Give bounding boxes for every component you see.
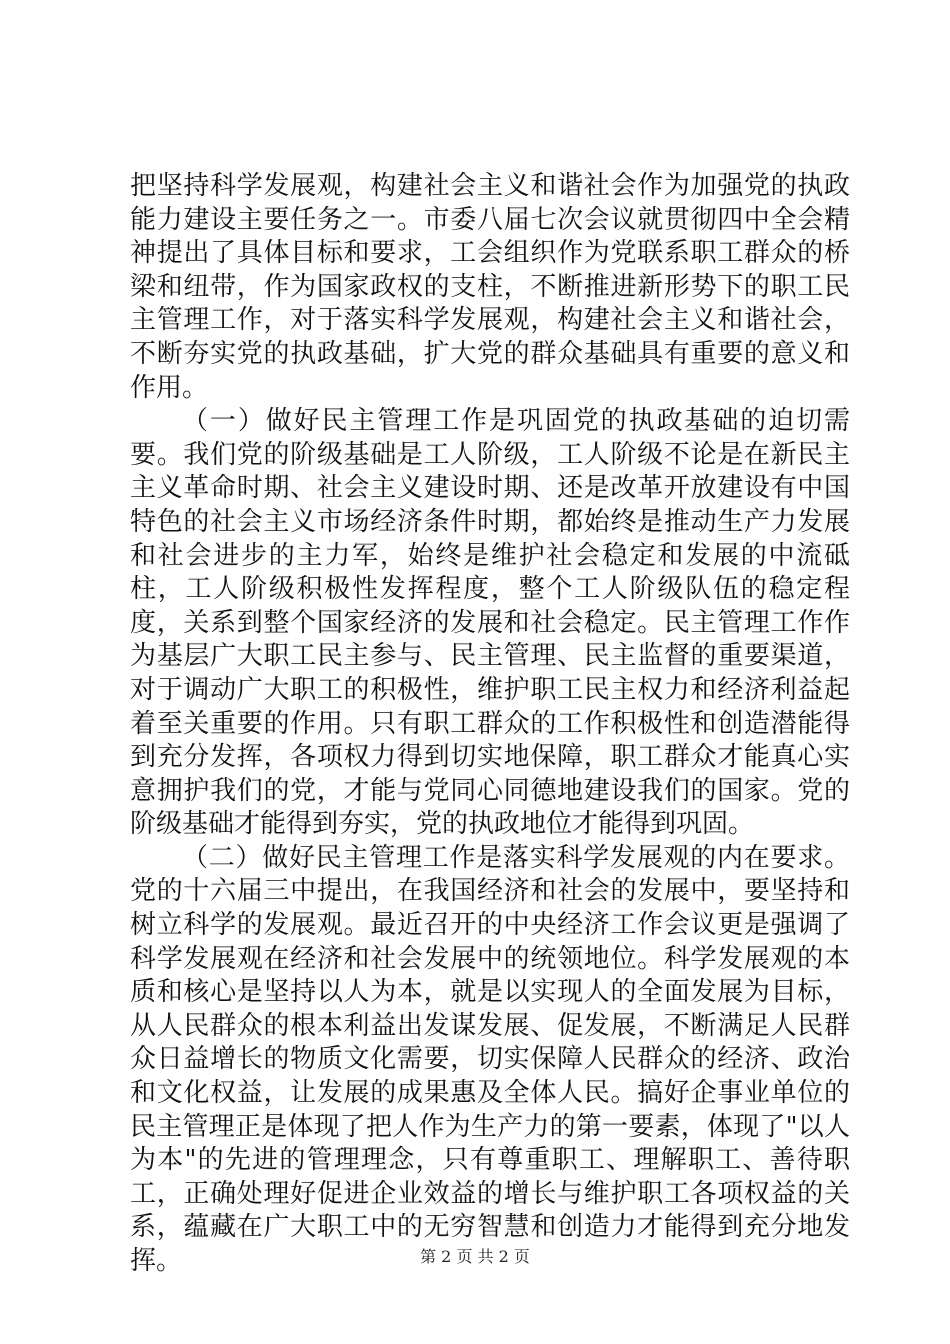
document-body [130,170,850,1279]
paragraph-intro: 把坚持科学发展观，构建社会主义和谐社会作为加强党的执政能力建设主要任务之一。市委八届七次会议就贯彻四中全会精神提出了具体目标和要求，工会组织作为党联系职工群众的桥梁和纽带，作为国家政权的支柱，不断推进新形势下的职工民主管理工作，对于落实科学发展观，构建社会主义和谐社会，不断夯实党的执政基础，扩大党的群众基础具有重要的意义和作用。 [130,171,850,403]
page-number-footer: 第 2 页 共 2 页 [420,1247,530,1266]
paragraph-section-two: （二）做好民主管理工作是落实科学发展观的内在要求。党的十六届三中提出，在我国经济和社会的发展中，要坚持和树立科学的发展观。最近召开的中央经济工作会议更是强调了科学发展观在经济和社会发展中的统领地位。科学发展观的本质和核心是坚持以人为本，就是以实现人的全面发展为目标，从人民群众的根本利益出发谋发展、促发展，不断满足人民群众日益增长的物质文化需要，切实保障人民群众的经济、政治和文化权益，让发展的成果惠及全体人民。搞好企事业单位的民主管理正是体现了把人作为生产力的第一要素，体现了"以人为本"的先进的管理理念，只有尊重职工、理解职工、善待职工，正确处理好促进企业效益的增长与维护职工各项权益的关系，蕴藏在广大职工中的无穷智慧和创造力才能得到充分地发挥。 [130,842,850,1276]
paragraph-section-one: （一）做好民主管理工作是巩固党的执政基础的迫切需要。我们党的阶级基础是工人阶级，工人阶级不论是在新民主主义革命时期、社会主义建设时期、还是改革开放建设有中国特色的社会主义市场经济条件时期，都始终是推动生产力发展和社会进步的主力军，始终是维护社会稳定和发展的中流砥柱，工人阶级积极性发挥程度，整个工人阶级队伍的稳定程度，关系到整个国家经济的发展和社会稳定。民主管理工作作为基层广大职工民主参与、民主管理、民主监督的重要渠道，对于调动广大职工的积极性，维护职工民主权力和经济利益起着至关重要的作用。只有职工群众的工作积极性和创造潜能得到充分发挥，各项权力得到切实地保障，职工群众才能真心实意拥护我们的党，才能与党同心同德地建设我们的国家。党的阶级基础才能得到夯实，党的执政地位才能得到巩固。 [130,406,850,840]
